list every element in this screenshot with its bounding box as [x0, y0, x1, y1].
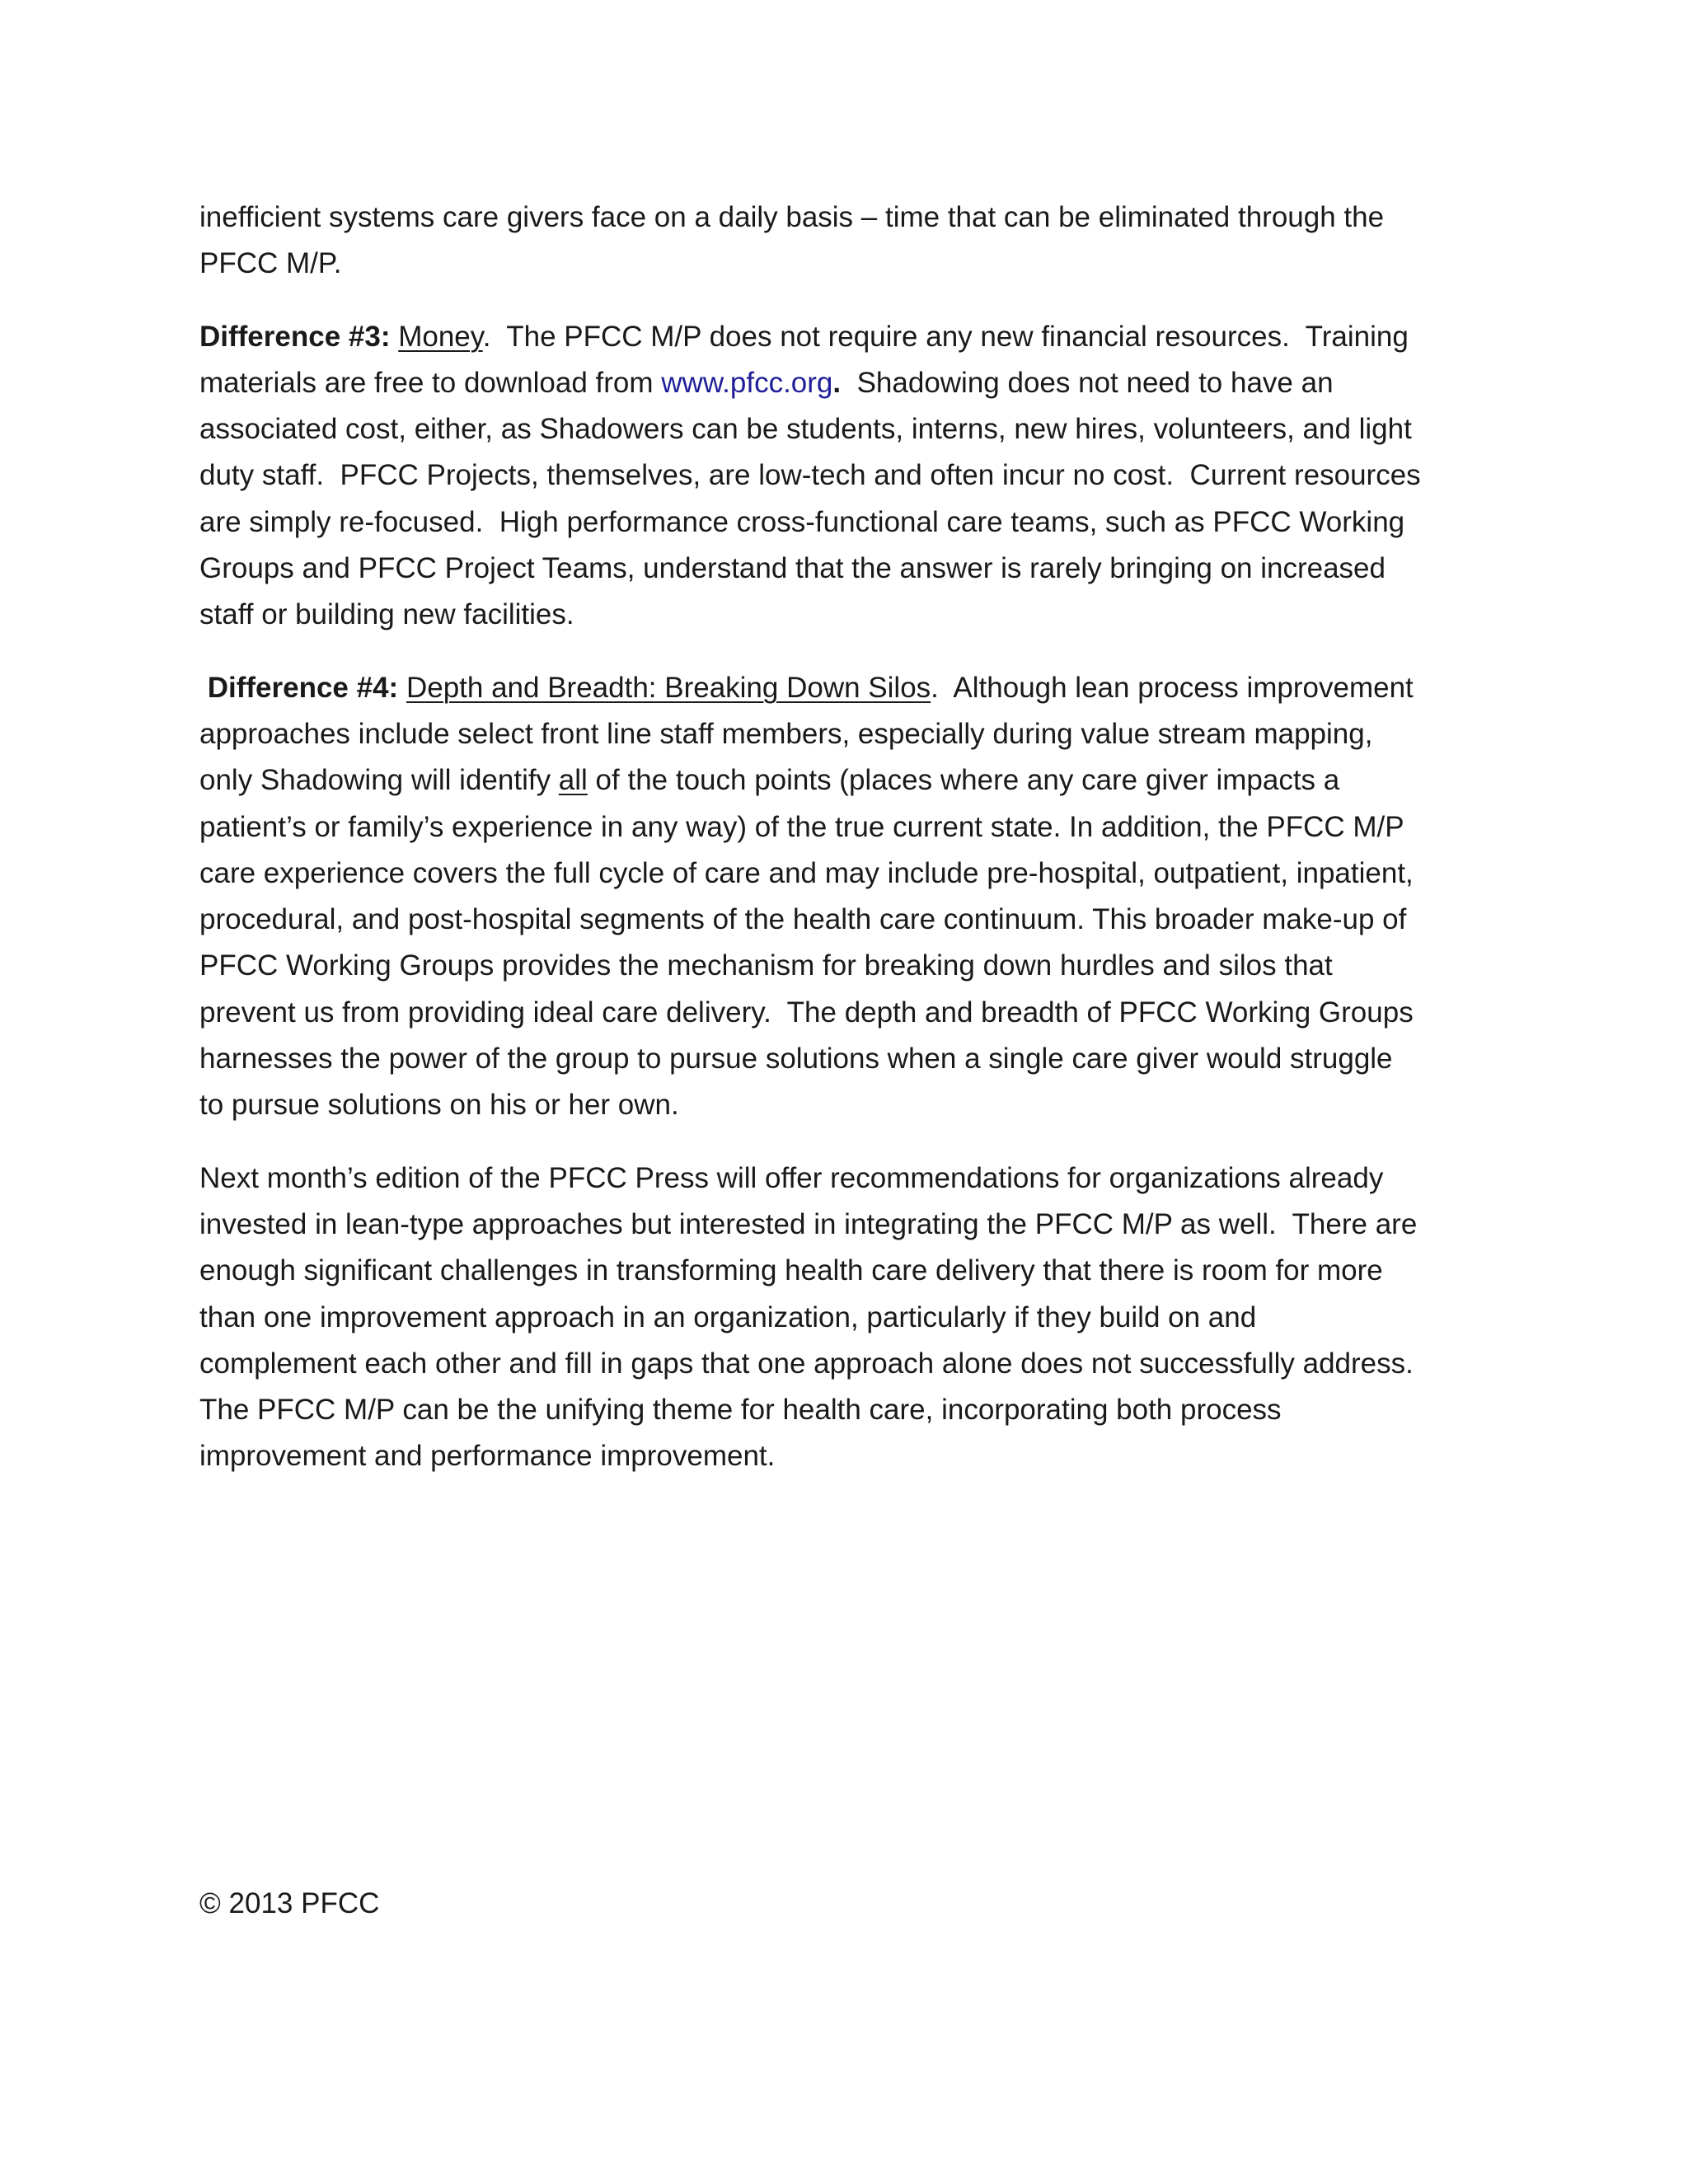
text-run: of the touch points (places where any care giver impacts a [587, 764, 1340, 797]
copyright-footer: © 2013 PFCC [199, 1887, 380, 1919]
text-line [199, 665, 1502, 711]
emphasis-underline: all [558, 764, 588, 797]
text-line: harnesses the power of the group to pursue solutions when a single care giver would struggle [199, 1043, 1393, 1076]
text-run: . Although lean process improvement [931, 671, 1414, 704]
text-line: PFCC Working Groups provides the mechanism for breaking down hurdles and silos that [199, 949, 1333, 982]
document-body [199, 194, 1502, 1507]
text-line: than one improvement approach in an organization, particularly if they build on and [199, 1301, 1257, 1333]
text-line: approaches include select front line staff members, especially during value stream mapping, [199, 717, 1373, 750]
pfcc-website-link[interactable]: www.pfcc.org [661, 366, 833, 399]
text-line: inefficient systems care givers face on a daily basis – time that can be eliminated through the [199, 201, 1385, 233]
text-line: enough significant challenges in transforming health care delivery that there is room for more [199, 1254, 1383, 1287]
text-line: associated cost, either, as Shadowers can be students, interns, new hires, volunteers, and light [199, 413, 1412, 446]
text-run: only Shadowing will identify [199, 764, 559, 797]
text-line [199, 360, 1502, 406]
difference-topic: Money [398, 320, 483, 353]
difference-topic: Depth and Breadth: Breaking Down Silos [406, 671, 931, 704]
text-line: procedural, and post-hospital segments of the health care continuum. This broader make-up of [199, 903, 1407, 936]
text-run: materials are free to download from [199, 366, 662, 399]
text-run: . [832, 366, 842, 399]
paragraph-difference-4 [199, 665, 1502, 1129]
text-line: Groups and PFCC Project Teams, understand that the answer is rarely bringing on increased [199, 552, 1386, 585]
text-line [199, 314, 1502, 360]
text-line: The PFCC M/P can be the unifying theme for health care, incorporating both process [199, 1394, 1282, 1427]
text-line: invested in lean-type approaches but interested in integrating the PFCC M/P as well. There are [199, 1207, 1418, 1240]
text-line: patient’s or family’s experience in any way) of the true current state. In addition, the PFCC M/P [199, 810, 1404, 843]
paragraph-continuation [199, 194, 1502, 288]
text-line: Next month’s edition of the PFCC Press will offer recommendations for organizations already [199, 1161, 1384, 1194]
text-run: . The PFCC M/P does not require any new financial resources. Training [482, 320, 1409, 353]
text-line: duty staff. PFCC Projects, themselves, are low-tech and often incur no cost. Current resources [199, 459, 1421, 492]
paragraph-next-month [199, 1155, 1502, 1480]
text-line [199, 757, 1502, 804]
difference-label: Difference #4: [199, 671, 399, 704]
text-line: are simply re-focused. High performance cross-functional care teams, such as PFCC Working [199, 505, 1405, 538]
difference-label: Difference #3: [199, 320, 391, 353]
paragraph-difference-3 [199, 314, 1502, 639]
text-line: care experience covers the full cycle of care and may include pre-hospital, outpatient, inpatient, [199, 856, 1414, 889]
text-line: prevent us from providing ideal care delivery. The depth and breadth of PFCC Working Groups [199, 996, 1414, 1029]
text-line: to pursue solutions on his or her own. [199, 1089, 679, 1122]
text-line: PFCC M/P. [199, 247, 342, 280]
text-run: Shadowing does not need to have an [841, 366, 1334, 399]
text-line: improvement and performance improvement. [199, 1440, 776, 1473]
text-line: staff or building new facilities. [199, 598, 574, 631]
text-line: complement each other and fill in gaps that one approach alone does not successfully address. [199, 1347, 1414, 1380]
